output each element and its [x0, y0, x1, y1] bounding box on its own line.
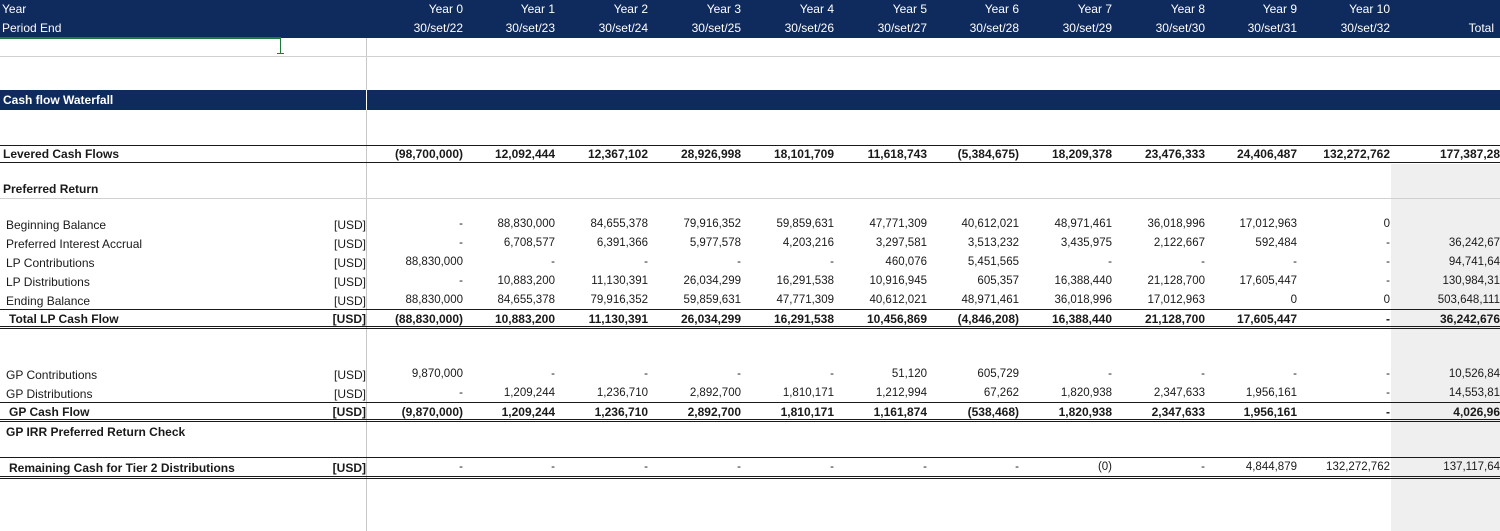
lp-contributions-value: 460,076	[885, 256, 927, 268]
preferred-interest-accrual-value: 2,122,667	[1153, 237, 1205, 249]
gp-cash-flow-value: (9,870,000)	[401, 405, 463, 419]
beginning-balance-value: 48,971,461	[1054, 218, 1112, 230]
gp-cash-flow-value: 1,810,171	[780, 405, 834, 419]
period-end-date: 30/set/26	[784, 21, 834, 35]
gp-contributions-value: -	[830, 368, 834, 380]
period-end-date: 30/set/28	[969, 21, 1019, 35]
levered-cash-flows-value: (5,384,675)	[957, 147, 1019, 161]
lp-distributions-total: 130,984,31	[1442, 275, 1500, 287]
total-lp-cash-flow-value: 21,128,700	[1144, 312, 1205, 326]
ending-balance-value: 0	[1383, 294, 1390, 306]
remaining-cash-tier2-value: -	[459, 461, 463, 473]
beginning-balance-value: 88,830,000	[497, 218, 555, 230]
period-end-date: 30/set/23	[505, 21, 555, 35]
section-band	[0, 90, 1500, 110]
total-column-header: Total	[1468, 21, 1494, 35]
year-header: Year 0	[428, 2, 463, 16]
gp-contributions-value: -	[1108, 368, 1112, 380]
gp-cash-flow-value: -	[1386, 405, 1390, 419]
gp-distributions-value: 1,236,710	[596, 387, 648, 399]
gp-contributions-value: 51,120	[891, 368, 927, 380]
gp-contributions-value: -	[1201, 368, 1205, 380]
lp-distributions-value: 21,128,700	[1147, 275, 1205, 287]
levered-cash-flows-label: Levered Cash Flows	[3, 147, 120, 161]
lp-contributions-label: LP Contributions	[6, 256, 95, 270]
gp-cash-flow-value: 1,209,244	[501, 405, 555, 419]
unit-label: [USD]	[333, 218, 366, 232]
gp-contributions-value: -	[1386, 368, 1390, 380]
total-lp-cash-flow-value: 11,130,391	[588, 312, 648, 326]
levered-cash-flows-value: 24,406,487	[1236, 147, 1297, 161]
period-end-date: 30/set/29	[1062, 21, 1112, 35]
unit-label: [USD]	[333, 237, 366, 251]
gp-distributions-value: 2,892,700	[689, 387, 741, 399]
lp-distributions-value: 17,605,447	[1239, 275, 1297, 287]
remaining-cash-tier2-value: -	[551, 461, 555, 473]
preferred-return-title: Preferred Return	[3, 182, 99, 196]
gp-contributions-value: -	[644, 368, 648, 380]
preferred-interest-accrual-value: 3,435,975	[1060, 237, 1112, 249]
lp-distributions-value: -	[459, 275, 463, 287]
levered-cash-flows-value: 23,476,333	[1144, 147, 1205, 161]
remaining-cash-tier2-value: -	[737, 461, 741, 473]
ending-balance-value: 36,018,996	[1054, 294, 1112, 306]
year-header: Year 1	[520, 2, 555, 16]
year-header: Year 5	[892, 2, 927, 16]
gp-cash-flow-value: 2,347,633	[1151, 405, 1205, 419]
gp-distributions-value: 2,347,633	[1153, 387, 1205, 399]
gp-distributions-label: GP Distributions	[6, 387, 93, 401]
period-end-date: 30/set/31	[1247, 21, 1297, 35]
year-header: Year 2	[613, 2, 648, 16]
lp-contributions-value: -	[1386, 256, 1390, 268]
ending-balance-value: 47,771,309	[776, 294, 834, 306]
ending-balance-value: 40,612,021	[869, 294, 927, 306]
gp-contributions-total: 10,526,84	[1448, 368, 1500, 380]
total-lp-cash-flow-value: 10,883,200	[494, 312, 555, 326]
beginning-balance-value: -	[459, 218, 463, 230]
total-lp-cash-flow-value: 16,388,440	[1051, 312, 1112, 326]
total-lp-cash-flow-total: 36,242,676	[1439, 312, 1500, 326]
lp-contributions-total: 94,741,64	[1448, 256, 1500, 268]
lp-distributions-value: 16,388,440	[1054, 275, 1112, 287]
levered-cash-flows-total: 177,387,28	[1439, 147, 1500, 161]
gp-cash-flow-value: 1,956,161	[1243, 405, 1297, 419]
gp-distributions-value: -	[1386, 387, 1390, 399]
lp-distributions-value: 10,883,200	[497, 275, 555, 287]
section-title: Cash flow Waterfall	[3, 93, 114, 107]
levered-cash-flows-value: 18,209,378	[1051, 147, 1112, 161]
lp-distributions-value: 16,291,538	[776, 275, 834, 287]
preferred-interest-accrual-value: 3,513,232	[967, 237, 1019, 249]
period-end-date: 30/set/30	[1155, 21, 1205, 35]
levered-cash-flows-value: 28,926,998	[680, 147, 741, 161]
unit-label: [USD]	[332, 461, 366, 475]
ending-balance-value: 79,916,352	[590, 294, 648, 306]
remaining-cash-tier2-value: -	[830, 461, 834, 473]
cell-selection-bar[interactable]	[0, 37, 281, 39]
lp-contributions-value: 88,830,000	[405, 256, 463, 268]
gp-contributions-value: -	[551, 368, 555, 380]
preferred-interest-accrual-value: 3,297,581	[875, 237, 927, 249]
year-header: Year 6	[984, 2, 1019, 16]
ending-balance-value: 17,012,963	[1147, 294, 1205, 306]
gp-cash-flow-value: 1,161,874	[873, 405, 927, 419]
preferred-interest-accrual-value: 6,708,577	[503, 237, 555, 249]
gp-distributions-value: 1,956,161	[1245, 387, 1297, 399]
lp-distributions-value: 605,357	[977, 275, 1019, 287]
preferred-interest-accrual-value: 5,977,578	[689, 237, 741, 249]
total-lp-cash-flow-value: 16,291,538	[773, 312, 834, 326]
levered-cash-flows-value: 11,618,743	[867, 147, 927, 161]
gp-cash-flow-value: 1,820,938	[1058, 405, 1112, 419]
ending-balance-value: 59,859,631	[683, 294, 741, 306]
remaining-cash-tier2-total: 137,117,64	[1443, 461, 1500, 473]
lp-contributions-value: -	[1201, 256, 1205, 268]
remaining-cash-tier2-label: Remaining Cash for Tier 2 Distributions	[9, 461, 235, 475]
preferred-interest-accrual-label: Preferred Interest Accrual	[6, 237, 143, 251]
preferred-interest-accrual-value: 592,484	[1255, 237, 1297, 249]
remaining-cash-tier2-value: -	[1015, 461, 1019, 473]
gp-distributions-value: 67,262	[983, 387, 1019, 399]
unit-label: [USD]	[333, 256, 366, 270]
year-header: Year 3	[706, 2, 741, 16]
lp-contributions-value: -	[551, 256, 555, 268]
preferred-interest-accrual-value: 4,203,216	[782, 237, 834, 249]
unit-label: [USD]	[333, 275, 366, 289]
lp-distributions-value: 26,034,299	[683, 275, 741, 287]
levered-cash-flows-value: 12,092,444	[494, 147, 555, 161]
ending-balance-value: 0	[1290, 294, 1297, 306]
ending-balance-value: 48,971,461	[961, 294, 1019, 306]
ending-balance-label: Ending Balance	[6, 294, 91, 308]
period-end-date: 30/set/27	[877, 21, 927, 35]
lp-contributions-value: -	[644, 256, 648, 268]
lp-contributions-value: -	[1293, 256, 1297, 268]
lp-distributions-value: -	[1386, 275, 1390, 287]
total-lp-cash-flow-value: (88,830,000)	[394, 312, 463, 326]
levered-cash-flows-value: (98,700,000)	[394, 147, 463, 161]
text-cursor-icon	[280, 38, 281, 54]
gp-distributions-value: 1,820,938	[1060, 387, 1112, 399]
lp-distributions-value: 11,130,391	[591, 275, 648, 287]
levered-cash-flows-value: 18,101,709	[773, 147, 834, 161]
period-end-row-label: Period End	[2, 21, 62, 35]
beginning-balance-value: 79,916,352	[683, 218, 741, 230]
year-header: Year 9	[1262, 2, 1297, 16]
total-lp-cash-flow-value: 17,605,447	[1236, 312, 1297, 326]
ending-balance-total: 503,648,111	[1437, 294, 1500, 306]
beginning-balance-value: 59,859,631	[776, 218, 834, 230]
gp-cash-flow-value: 1,236,710	[594, 405, 648, 419]
beginning-balance-label: Beginning Balance	[6, 218, 107, 232]
beginning-balance-value: 47,771,309	[869, 218, 927, 230]
total-lp-cash-flow-value: -	[1386, 312, 1390, 326]
gp-distributions-value: 1,212,994	[875, 387, 927, 399]
unit-label: [USD]	[333, 294, 366, 308]
year-header: Year 4	[799, 2, 834, 16]
year-header: Year 7	[1077, 2, 1112, 16]
remaining-cash-tier2-value: -	[923, 461, 927, 473]
unit-label: [USD]	[333, 387, 366, 401]
gp-distributions-value: -	[459, 387, 463, 399]
gp-cash-flow-label: GP Cash Flow	[9, 405, 90, 419]
period-end-date: 30/set/25	[691, 21, 741, 35]
gp-distributions-value: 1,209,244	[503, 387, 555, 399]
gp-contributions-value: 9,870,000	[411, 368, 463, 380]
beginning-balance-value: 40,612,021	[961, 218, 1019, 230]
beginning-balance-value: 84,655,378	[590, 218, 648, 230]
remaining-cash-tier2-value: -	[1201, 461, 1205, 473]
total-lp-cash-flow-value: 10,456,869	[866, 312, 927, 326]
ending-balance-value: 84,655,378	[497, 294, 555, 306]
year-header: Year 10	[1349, 2, 1390, 16]
unit-label: [USD]	[332, 405, 366, 419]
remaining-cash-tier2-value: (0)	[1097, 461, 1112, 473]
gp-cash-flow-value: 2,892,700	[687, 405, 741, 419]
preferred-interest-accrual-value: -	[1386, 237, 1390, 249]
remaining-cash-tier2-value: 4,844,879	[1245, 461, 1297, 473]
gp-irr-check-label: GP IRR Preferred Return Check	[6, 425, 186, 439]
levered-cash-flows-value: 12,367,102	[587, 147, 648, 161]
total-lp-cash-flow-value: (4,846,208)	[957, 312, 1019, 326]
beginning-balance-value: 17,012,963	[1239, 218, 1297, 230]
total-lp-cash-flow-label: Total LP Cash Flow	[9, 312, 119, 326]
gp-distributions-value: 1,810,171	[782, 387, 834, 399]
period-end-date: 30/set/24	[598, 21, 648, 35]
gp-contributions-value: -	[737, 368, 741, 380]
gp-contributions-value: 605,729	[977, 368, 1019, 380]
lp-contributions-value: 5,451,565	[967, 256, 1019, 268]
beginning-balance-value: 36,018,996	[1147, 218, 1205, 230]
unit-label: [USD]	[332, 312, 366, 326]
ending-balance-value: 88,830,000	[405, 294, 463, 306]
period-end-date: 30/set/32	[1340, 21, 1390, 35]
total-lp-cash-flow-value: 26,034,299	[680, 312, 741, 326]
sheet-header	[0, 0, 1500, 38]
remaining-cash-tier2-value: 132,272,762	[1326, 461, 1390, 473]
year-row-label: Year	[2, 2, 27, 16]
lp-distributions-value: 10,916,945	[869, 275, 927, 287]
lp-contributions-value: -	[830, 256, 834, 268]
gp-contributions-value: -	[1293, 368, 1297, 380]
lp-contributions-value: -	[1108, 256, 1112, 268]
lp-distributions-label: LP Distributions	[6, 275, 90, 289]
gp-cash-flow-total: 4,026,96	[1453, 405, 1500, 419]
beginning-balance-value: 0	[1383, 218, 1390, 230]
preferred-interest-accrual-total: 36,242,67	[1448, 237, 1500, 249]
lp-contributions-value: -	[737, 256, 741, 268]
gp-cash-flow-value: (538,468)	[967, 405, 1019, 419]
unit-label: [USD]	[333, 368, 366, 382]
period-end-date: 30/set/22	[413, 21, 463, 35]
gp-distributions-total: 14,553,81	[1448, 387, 1500, 399]
levered-cash-flows-value: 132,272,762	[1323, 147, 1390, 161]
preferred-interest-accrual-value: 6,391,366	[596, 237, 648, 249]
remaining-cash-tier2-value: -	[644, 461, 648, 473]
gp-contributions-label: GP Contributions	[6, 368, 98, 382]
year-header: Year 8	[1170, 2, 1205, 16]
preferred-interest-accrual-value: -	[459, 237, 463, 249]
